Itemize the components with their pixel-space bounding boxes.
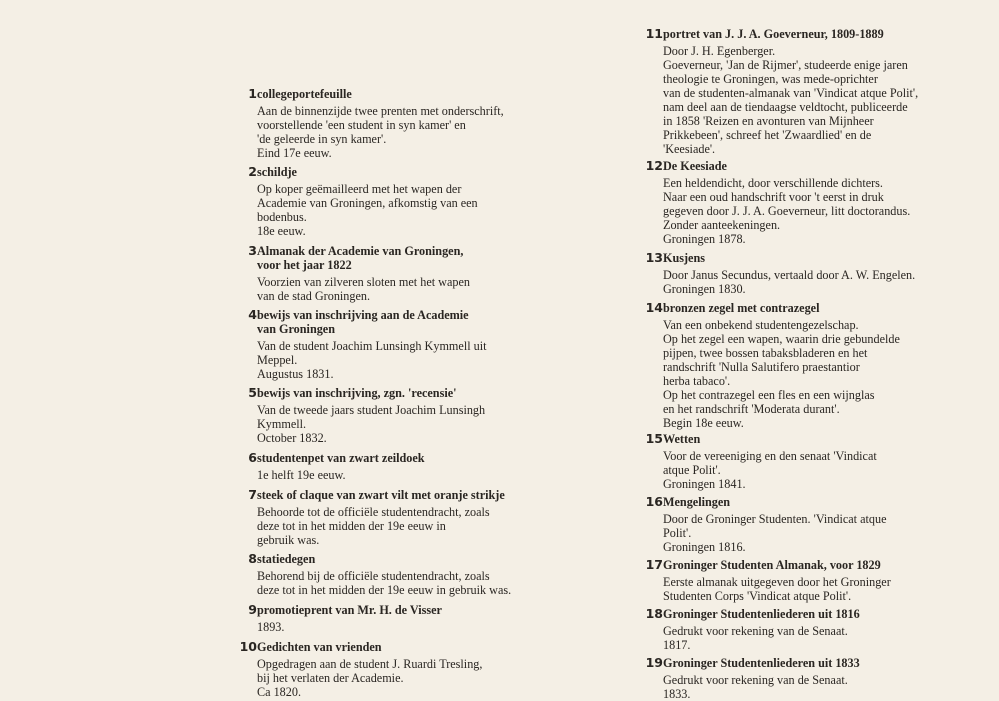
catalogue-entry (645, 557, 891, 603)
entry-description (663, 318, 900, 430)
entry-description (257, 104, 504, 160)
entry-title-line: De Keesiade (663, 159, 727, 173)
entry-description (663, 176, 910, 246)
catalogue-entry (645, 26, 919, 156)
entry-number: 18 (645, 606, 663, 621)
entry-description (257, 620, 442, 634)
entry-description-line: Groningen 1816. (663, 540, 746, 554)
entry-title (663, 27, 918, 41)
entry-description-line: 1e helft 19e eeuw. (257, 468, 346, 482)
entry-title (257, 552, 511, 566)
entry-title (663, 656, 860, 670)
entry-description-line: Naar een oud handschrift voor 't eerst in druk (663, 190, 884, 204)
entry-description (663, 268, 915, 296)
entry-description (257, 403, 485, 445)
entry-number: 15 (645, 431, 663, 446)
entry-description-line: Op koper geëmailleerd met het wapen der (257, 182, 462, 196)
catalogue-entry (645, 494, 887, 554)
entry-number: 6 (248, 450, 257, 465)
entry-description-line: Polit'. (663, 526, 692, 540)
entry-description-line: October 1832. (257, 431, 327, 445)
entry-description-line: atque Polit'. (663, 463, 721, 477)
entry-description-line: van de stad Groningen. (257, 289, 371, 303)
entry-title-line: voor het jaar 1822 (257, 258, 352, 272)
entry-number: 10 (239, 639, 257, 654)
entry-title-line: collegeportefeuille (257, 87, 352, 101)
entry-title (663, 251, 915, 265)
entry-description-line: gegeven door J. J. A. Goeverneur, litt doctorandus. (663, 204, 911, 218)
entry-title (257, 640, 482, 654)
entry-description-line: 1817. (663, 638, 691, 652)
entry-description-line: Kymmell. (257, 417, 307, 431)
entry-description-line: 'de geleerde in syn kamer'. (257, 132, 387, 146)
entry-description-line: Op het contrazegel een fles en een wijnglas (663, 388, 875, 402)
entry-description-line: Voor de vereeniging en den senaat 'Vindicat (663, 449, 877, 463)
entry-description-line: Eind 17e eeuw. (257, 146, 332, 160)
entry-description-line: Voorzien van zilveren sloten met het wapen (257, 275, 470, 289)
catalogue-entry (248, 385, 486, 445)
entry-description-line: nam deel aan de tiendaagse veldtocht, publiceerde (663, 100, 908, 114)
entry-title-line: Kusjens (663, 251, 705, 265)
entry-description-line: herba tabaco'. (663, 374, 731, 388)
entry-number: 17 (645, 557, 663, 572)
catalogue-entry (645, 300, 900, 430)
entry-description-line: bij het verlaten der Academie. (257, 671, 404, 685)
entry-description-line: Begin 18e eeuw. (663, 416, 744, 430)
entry-number: 2 (248, 164, 257, 179)
entry-description-line: Op het zegel een wapen, waarin drie gebundelde (663, 332, 900, 346)
entry-title-line: Almanak der Academie van Groningen, (257, 244, 464, 258)
catalogue-entry (248, 307, 487, 381)
entry-title (663, 495, 887, 509)
entry-description-line: 18e eeuw. (257, 224, 306, 238)
entry-title-line: Groninger Studenten Almanak, voor 1829 (663, 558, 881, 572)
entry-title (663, 607, 860, 621)
entry-description (663, 449, 877, 491)
entry-description-line: Gedrukt voor rekening van de Senaat. (663, 624, 848, 638)
entry-description-line: 1893. (257, 620, 285, 634)
entry-description-line: Van een onbekend studentengezelschap. (663, 318, 859, 332)
entry-number: 16 (645, 494, 663, 509)
entry-description-line: Groningen 1878. (663, 232, 746, 246)
entry-description-line: voorstellende 'een student in syn kamer' en (257, 118, 466, 132)
entry-description (663, 44, 918, 156)
entry-number: 8 (248, 551, 257, 566)
entry-description-line: Studenten Corps 'Vindicat atque Polit'. (663, 589, 852, 603)
entry-title-line: bewijs van inschrijving aan de Academie (257, 308, 469, 322)
entry-description-line: Groningen 1830. (663, 282, 746, 296)
entry-description-line: Behorend bij de officiële studentendracht, zoals (257, 569, 490, 583)
entry-title-line: bewijs van inschrijving, zgn. 'recensie' (257, 386, 457, 400)
entry-description-line: Eerste almanak uitgegeven door het Groninger (663, 575, 891, 589)
entry-description (257, 569, 511, 597)
entry-description-line: randschrift 'Nulla Salutifero praestantior (663, 360, 860, 374)
entry-description (257, 468, 425, 482)
entry-description-line: Door de Groninger Studenten. 'Vindicat atque (663, 512, 887, 526)
entry-number: 9 (248, 602, 257, 617)
entry-description-line: bodenbus. (257, 210, 307, 224)
entry-title (663, 301, 900, 315)
entry-number: 12 (645, 158, 663, 173)
entry-number: 14 (645, 300, 663, 315)
entry-description-line: Van de tweede jaars student Joachim Lunsingh (257, 403, 486, 417)
entry-number: 11 (645, 26, 663, 41)
entry-description (257, 505, 505, 547)
entry-description-line: Aan de binnenzijde twee prenten met onderschrift, (257, 104, 504, 118)
entry-title (257, 244, 470, 272)
entry-description (663, 673, 860, 701)
entry-description-line: Een heldendicht, door verschillende dichters. (663, 176, 883, 190)
entry-description-line: pijpen, twee bossen tabaksbladeren en het (663, 346, 868, 360)
entry-description-line: Prikkebeen', schreef het 'Zwaardlied' en de (663, 128, 872, 142)
entry-title (663, 558, 891, 572)
entry-description-line: Behoorde tot de officiële studentendracht, zoals (257, 505, 490, 519)
catalogue-entry (248, 602, 442, 634)
entry-title-line: portret van J. J. A. Goeverneur, 1809-1889 (663, 27, 884, 41)
catalogue-entry (248, 86, 504, 160)
entry-number: 1 (248, 86, 257, 101)
entry-number: 5 (248, 385, 257, 400)
entry-description (257, 657, 482, 699)
entry-description-line: Meppel. (257, 353, 298, 367)
entry-title (257, 451, 425, 465)
entry-description-line: Zonder aanteekeningen. (663, 218, 781, 232)
entry-title-line: Gedichten van vrienden (257, 640, 382, 654)
entry-description-line: Groningen 1841. (663, 477, 746, 491)
entry-description-line: van de studenten-almanak van 'Vindicat atque Polit', (663, 86, 919, 100)
entry-number: 7 (248, 487, 257, 502)
entry-description-line: Opgedragen aan de student J. Ruardi Tresling, (257, 657, 483, 671)
entry-title (663, 159, 910, 173)
catalogue-entry (248, 164, 478, 238)
catalogue-entry (645, 606, 860, 652)
entry-description-line: Door Janus Secundus, vertaald door A. W. Engelen. (663, 268, 916, 282)
entry-description (257, 339, 487, 381)
entry-description-line: en het randschrift 'Moderata durant'. (663, 402, 840, 416)
entry-description-line: 'Keesiade'. (663, 142, 716, 156)
entry-title (257, 603, 442, 617)
entry-title-line: Mengelingen (663, 495, 731, 509)
catalogue-entry (645, 431, 877, 491)
entry-title-line: promotieprent van Mr. H. de Visser (257, 603, 442, 617)
entry-title (663, 432, 877, 446)
entry-description (663, 575, 891, 603)
entry-description-line: Door J. H. Egenberger. (663, 44, 776, 58)
entry-title-line: studentenpet van zwart zeildoek (257, 451, 425, 465)
entry-title (257, 87, 504, 101)
entry-description-line: deze tot in het midden der 19e eeuw in gebruik was. (257, 583, 512, 597)
entry-number: 3 (248, 243, 257, 258)
catalogue-entry (645, 158, 911, 246)
catalogue-entry (239, 639, 483, 699)
entry-description-line: gebruik was. (257, 533, 320, 547)
entry-title-line: Groninger Studentenliederen uit 1833 (663, 656, 860, 670)
entry-title (257, 165, 478, 179)
entry-description-line: theologie te Groningen, was mede-oprichter (663, 72, 878, 86)
entry-description (257, 275, 470, 303)
entry-title (257, 308, 487, 336)
entry-description-line: deze tot in het midden der 19e eeuw in (257, 519, 446, 533)
entry-title-line: statiedegen (257, 552, 316, 566)
entry-description-line: 1833. (663, 687, 691, 701)
entry-description-line: Ca 1820. (257, 685, 302, 699)
entry-number: 13 (645, 250, 663, 265)
catalogue-entry (248, 487, 505, 547)
entry-description-line: Van de student Joachim Lunsingh Kymmell uit (257, 339, 487, 353)
entry-description (663, 624, 860, 652)
entry-description-line: Goeverneur, 'Jan de Rijmer', studeerde enige jaren (663, 58, 908, 72)
entry-description (257, 182, 478, 238)
entry-description-line: Augustus 1831. (257, 367, 334, 381)
catalogue-entry (645, 250, 916, 296)
entry-title (257, 488, 505, 502)
catalogue-entry (248, 243, 470, 303)
entry-description-line: Academie van Groningen, afkomstig van een (257, 196, 478, 210)
entry-title-line: Wetten (663, 432, 701, 446)
entry-description-line: Gedrukt voor rekening van de Senaat. (663, 673, 848, 687)
entry-number: 4 (248, 307, 257, 322)
entry-title-line: Groninger Studentenliederen uit 1816 (663, 607, 860, 621)
entry-title-line: steek of claque van zwart vilt met oranje strikje (257, 488, 505, 502)
entry-title-line: bronzen zegel met contrazegel (663, 301, 820, 315)
catalogue-entry (248, 450, 425, 482)
catalogue-entry (248, 551, 512, 597)
entry-number: 19 (645, 655, 663, 670)
entry-description-line: in 1858 'Reizen en avonturen van Mijnheer (663, 114, 874, 128)
entry-title-line: schildje (257, 165, 297, 179)
entry-title (257, 386, 485, 400)
entry-title-line: van Groningen (257, 322, 335, 336)
entry-description (663, 512, 887, 554)
catalogue-entry (645, 655, 860, 701)
